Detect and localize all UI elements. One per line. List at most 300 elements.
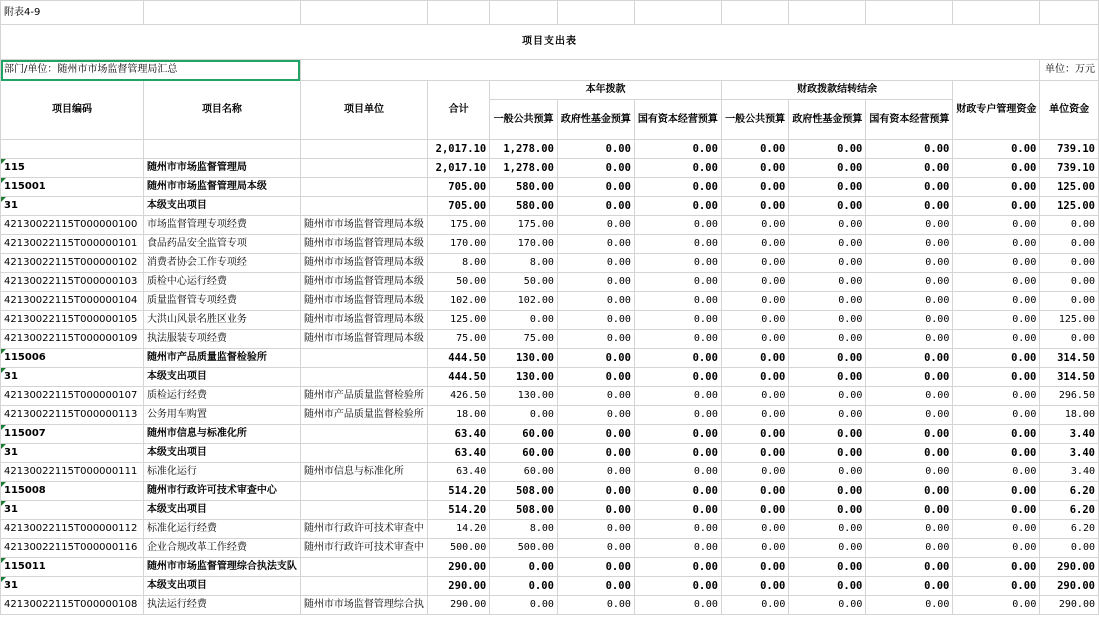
cell-value[interactable]: 0.00	[789, 482, 866, 501]
cell-value[interactable]: 0.00	[634, 216, 721, 235]
cell-value[interactable]: 0.00	[789, 140, 866, 159]
cell-value[interactable]: 0.00	[557, 159, 634, 178]
cell-value[interactable]: 0.00	[866, 425, 953, 444]
header-gov-fund[interactable]: 政府性基金预算	[557, 100, 634, 140]
cell-value[interactable]: 580.00	[490, 178, 558, 197]
cell-value[interactable]: 0.00	[866, 254, 953, 273]
cell-value[interactable]: 0.00	[634, 311, 721, 330]
cell-value[interactable]: 0.00	[866, 406, 953, 425]
cell-value[interactable]: 0.00	[557, 273, 634, 292]
cell-value[interactable]: 290.00	[428, 558, 490, 577]
cell-value[interactable]: 3.40	[1040, 444, 1099, 463]
cell-value[interactable]: 0.00	[866, 311, 953, 330]
cell-value[interactable]: 0.00	[721, 159, 788, 178]
cell-value[interactable]: 0.00	[721, 292, 788, 311]
cell-unit[interactable]: 随州市信息与标准化所	[300, 463, 427, 482]
cell-code[interactable]: 42130022115T000000102	[1, 254, 144, 273]
cell-value[interactable]: 0.00	[634, 235, 721, 254]
cell-value[interactable]: 500.00	[490, 539, 558, 558]
cell-value[interactable]: 0.00	[866, 520, 953, 539]
cell-name[interactable]: 执法运行经费	[143, 596, 300, 615]
cell-value[interactable]: 0.00	[866, 159, 953, 178]
cell-value[interactable]: 0.00	[866, 501, 953, 520]
cell-value[interactable]: 0.00	[557, 520, 634, 539]
cell-unit[interactable]: 随州市产品质量监督检验所	[300, 406, 427, 425]
cell-value[interactable]: 580.00	[490, 197, 558, 216]
cell-value[interactable]: 0.00	[634, 330, 721, 349]
cell-code[interactable]: 115008	[1, 482, 144, 501]
cell-value[interactable]: 0.00	[789, 197, 866, 216]
cell-value[interactable]: 0.00	[866, 178, 953, 197]
cell-value[interactable]: 0.00	[953, 254, 1040, 273]
cell-value[interactable]: 60.00	[490, 444, 558, 463]
cell-value[interactable]: 0.00	[557, 178, 634, 197]
cell-value[interactable]: 0.00	[721, 425, 788, 444]
header-state-capital[interactable]: 国有资本经营预算	[634, 100, 721, 140]
cell-value[interactable]: 0.00	[634, 273, 721, 292]
page-title[interactable]: 项目支出表	[1, 25, 1099, 60]
cell-value[interactable]: 0.00	[721, 558, 788, 577]
cell-unit[interactable]: 随州市市场监督管理局本级	[300, 235, 427, 254]
cell-value[interactable]: 0.00	[866, 349, 953, 368]
cell-code[interactable]: 42130022115T000000104	[1, 292, 144, 311]
cell-value[interactable]: 0.00	[953, 159, 1040, 178]
cell-value[interactable]: 0.00	[721, 235, 788, 254]
cell-value[interactable]: 0.00	[721, 387, 788, 406]
cell-value[interactable]: 0.00	[1040, 216, 1099, 235]
cell-value[interactable]: 18.00	[1040, 406, 1099, 425]
cell-value[interactable]: 125.00	[1040, 178, 1099, 197]
cell-value[interactable]: 426.50	[428, 387, 490, 406]
cell-value[interactable]: 0.00	[866, 482, 953, 501]
cell-value[interactable]: 0.00	[866, 596, 953, 615]
cell-name[interactable]: 本级支出项目	[143, 197, 300, 216]
cell-code[interactable]: 31	[1, 577, 144, 596]
cell-value[interactable]: 0.00	[634, 539, 721, 558]
cell-value[interactable]: 0.00	[634, 387, 721, 406]
cell-unit[interactable]	[300, 140, 427, 159]
cell-value[interactable]: 0.00	[557, 482, 634, 501]
cell-value[interactable]: 0.00	[557, 501, 634, 520]
cell-value[interactable]: 0.00	[634, 558, 721, 577]
cell-value[interactable]: 0.00	[953, 178, 1040, 197]
cell-code[interactable]: 42130022115T000000107	[1, 387, 144, 406]
cell-name[interactable]: 本级支出项目	[143, 501, 300, 520]
cell-value[interactable]: 0.00	[634, 254, 721, 273]
cell-unit[interactable]	[300, 425, 427, 444]
cell-value[interactable]: 0.00	[866, 387, 953, 406]
cell-value[interactable]: 63.40	[428, 425, 490, 444]
cell-value[interactable]: 0.00	[721, 482, 788, 501]
cell-value[interactable]: 0.00	[557, 596, 634, 615]
cell-name[interactable]: 本级支出项目	[143, 444, 300, 463]
cell-value[interactable]: 0.00	[789, 501, 866, 520]
cell-value[interactable]: 0.00	[557, 140, 634, 159]
cell-value[interactable]: 0.00	[721, 577, 788, 596]
cell-value[interactable]: 0.00	[866, 558, 953, 577]
cell-unit[interactable]	[300, 368, 427, 387]
cell-name[interactable]: 执法服装专项经费	[143, 330, 300, 349]
cell-name[interactable]: 企业合规改革工作经费	[143, 539, 300, 558]
header-carry-general-public[interactable]: 一般公共预算	[721, 100, 788, 140]
cell-value[interactable]: 0.00	[490, 311, 558, 330]
cell-name[interactable]	[143, 140, 300, 159]
cell-code[interactable]: 42130022115T000000111	[1, 463, 144, 482]
cell-value[interactable]: 0.00	[789, 577, 866, 596]
cell-value[interactable]: 0.00	[721, 216, 788, 235]
cell-value[interactable]: 0.00	[557, 425, 634, 444]
cell-value[interactable]: 514.20	[428, 501, 490, 520]
cell-value[interactable]: 0.00	[953, 520, 1040, 539]
cell-value[interactable]: 125.00	[1040, 197, 1099, 216]
cell-value[interactable]: 0.00	[866, 330, 953, 349]
cell-value[interactable]: 0.00	[721, 178, 788, 197]
cell-value[interactable]: 1,278.00	[490, 140, 558, 159]
cell-value[interactable]: 0.00	[634, 197, 721, 216]
cell-value[interactable]: 1,278.00	[490, 159, 558, 178]
cell-value[interactable]: 75.00	[490, 330, 558, 349]
cell-value[interactable]: 0.00	[721, 140, 788, 159]
cell-value[interactable]: 0.00	[789, 292, 866, 311]
cell-unit[interactable]	[300, 349, 427, 368]
appendix-label[interactable]: 附表4-9	[1, 1, 144, 25]
cell-value[interactable]: 0.00	[953, 387, 1040, 406]
cell-value[interactable]: 0.00	[953, 368, 1040, 387]
cell-value[interactable]: 170.00	[428, 235, 490, 254]
cell-value[interactable]: 0.00	[557, 539, 634, 558]
cell-value[interactable]: 705.00	[428, 178, 490, 197]
cell-value[interactable]: 0.00	[866, 197, 953, 216]
cell-value[interactable]: 0.00	[953, 197, 1040, 216]
cell-value[interactable]: 508.00	[490, 482, 558, 501]
cell-code[interactable]: 31	[1, 501, 144, 520]
cell-unit[interactable]: 随州市市场监督管理综合执	[300, 596, 427, 615]
cell-name[interactable]: 质检中心运行经费	[143, 273, 300, 292]
cell-value[interactable]: 170.00	[490, 235, 558, 254]
cell-code[interactable]: 115001	[1, 178, 144, 197]
unit-label[interactable]: 单位：万元	[1040, 60, 1099, 81]
cell-name[interactable]: 本级支出项目	[143, 577, 300, 596]
cell-unit[interactable]	[300, 197, 427, 216]
cell-value[interactable]: 290.00	[1040, 596, 1099, 615]
cell-value[interactable]: 8.00	[428, 254, 490, 273]
cell-unit[interactable]: 随州市行政许可技术审查中	[300, 539, 427, 558]
cell-value[interactable]: 0.00	[634, 520, 721, 539]
cell-value[interactable]: 0.00	[721, 254, 788, 273]
cell-value[interactable]: 0.00	[789, 425, 866, 444]
cell-value[interactable]: 0.00	[953, 273, 1040, 292]
cell-value[interactable]: 0.00	[866, 368, 953, 387]
cell-value[interactable]: 0.00	[634, 482, 721, 501]
cell-unit[interactable]	[300, 444, 427, 463]
cell-value[interactable]: 130.00	[490, 349, 558, 368]
cell-value[interactable]: 0.00	[634, 596, 721, 615]
cell-value[interactable]: 739.10	[1040, 140, 1099, 159]
cell-value[interactable]: 0.00	[721, 444, 788, 463]
cell-value[interactable]: 0.00	[953, 216, 1040, 235]
cell-value[interactable]: 175.00	[490, 216, 558, 235]
cell-value[interactable]: 0.00	[789, 539, 866, 558]
cell-value[interactable]: 102.00	[428, 292, 490, 311]
cell-value[interactable]: 2,017.10	[428, 140, 490, 159]
cell-value[interactable]: 0.00	[789, 368, 866, 387]
cell-value[interactable]: 0.00	[866, 140, 953, 159]
cell-value[interactable]: 0.00	[789, 558, 866, 577]
cell-value[interactable]: 0.00	[557, 444, 634, 463]
cell-value[interactable]: 739.10	[1040, 159, 1099, 178]
cell-value[interactable]: 2,017.10	[428, 159, 490, 178]
cell-value[interactable]: 0.00	[866, 577, 953, 596]
cell-value[interactable]: 0.00	[721, 311, 788, 330]
cell-value[interactable]: 125.00	[1040, 311, 1099, 330]
cell-value[interactable]: 444.50	[428, 368, 490, 387]
cell-unit[interactable]	[300, 482, 427, 501]
cell-value[interactable]: 0.00	[634, 425, 721, 444]
cell-code[interactable]: 115	[1, 159, 144, 178]
cell-unit[interactable]	[300, 501, 427, 520]
cell-unit[interactable]	[300, 178, 427, 197]
cell-value[interactable]: 0.00	[557, 387, 634, 406]
cell-name[interactable]: 随州市产品质量监督检验所	[143, 349, 300, 368]
header-carry-gov-fund[interactable]: 政府性基金预算	[789, 100, 866, 140]
cell-value[interactable]: 6.20	[1040, 501, 1099, 520]
cell-unit[interactable]: 随州市市场监督管理局本级	[300, 311, 427, 330]
cell-value[interactable]: 314.50	[1040, 349, 1099, 368]
cell-value[interactable]: 0.00	[634, 406, 721, 425]
cell-value[interactable]: 0.00	[721, 539, 788, 558]
cell-name[interactable]: 食品药品安全监管专项	[143, 235, 300, 254]
cell-unit[interactable]: 随州市市场监督管理局本级	[300, 330, 427, 349]
cell-value[interactable]: 0.00	[789, 311, 866, 330]
cell-value[interactable]: 0.00	[953, 501, 1040, 520]
cell-unit[interactable]: 随州市产品质量监督检验所	[300, 387, 427, 406]
cell-name[interactable]: 随州市市场监督管理局本级	[143, 178, 300, 197]
cell-value[interactable]: 0.00	[557, 406, 634, 425]
cell-value[interactable]: 0.00	[1040, 539, 1099, 558]
header-general-public[interactable]: 一般公共预算	[490, 100, 558, 140]
cell-value[interactable]: 290.00	[1040, 558, 1099, 577]
cell-value[interactable]: 0.00	[634, 140, 721, 159]
header-carryover[interactable]: 财政拨款结转结余	[721, 81, 952, 100]
cell-value[interactable]: 0.00	[789, 349, 866, 368]
cell-value[interactable]: 0.00	[789, 235, 866, 254]
cell-value[interactable]: 50.00	[490, 273, 558, 292]
cell-value[interactable]: 290.00	[1040, 577, 1099, 596]
header-name[interactable]: 项目名称	[143, 81, 300, 140]
cell-code[interactable]: 115006	[1, 349, 144, 368]
cell-value[interactable]: 0.00	[721, 463, 788, 482]
cell-code[interactable]: 31	[1, 368, 144, 387]
cell-value[interactable]: 0.00	[557, 349, 634, 368]
cell-value[interactable]: 0.00	[789, 273, 866, 292]
cell-value[interactable]: 60.00	[490, 425, 558, 444]
cell-code[interactable]: 42130022115T000000116	[1, 539, 144, 558]
header-carry-state-capital[interactable]: 国有资本经营预算	[866, 100, 953, 140]
cell-value[interactable]: 0.00	[789, 444, 866, 463]
cell-value[interactable]: 75.00	[428, 330, 490, 349]
cell-code[interactable]: 42130022115T000000105	[1, 311, 144, 330]
cell-code[interactable]: 42130022115T000000113	[1, 406, 144, 425]
cell-value[interactable]: 0.00	[721, 368, 788, 387]
cell-value[interactable]: 0.00	[721, 330, 788, 349]
cell-value[interactable]: 6.20	[1040, 520, 1099, 539]
cell-code[interactable]	[1, 140, 144, 159]
cell-value[interactable]: 0.00	[634, 463, 721, 482]
cell-value[interactable]: 0.00	[1040, 235, 1099, 254]
cell-value[interactable]: 3.40	[1040, 463, 1099, 482]
cell-value[interactable]: 0.00	[557, 558, 634, 577]
cell-value[interactable]: 0.00	[789, 406, 866, 425]
cell-value[interactable]: 0.00	[789, 330, 866, 349]
cell-code[interactable]: 42130022115T000000112	[1, 520, 144, 539]
cell-code[interactable]: 42130022115T000000109	[1, 330, 144, 349]
cell-value[interactable]: 6.20	[1040, 482, 1099, 501]
cell-value[interactable]: 0.00	[634, 349, 721, 368]
cell-value[interactable]: 0.00	[789, 463, 866, 482]
cell-value[interactable]: 0.00	[557, 197, 634, 216]
cell-code[interactable]: 115011	[1, 558, 144, 577]
cell-value[interactable]: 290.00	[428, 596, 490, 615]
cell-name[interactable]: 随州市市场监督管理综合执法支队	[143, 558, 300, 577]
cell-value[interactable]: 0.00	[721, 349, 788, 368]
cell-value[interactable]: 0.00	[634, 501, 721, 520]
cell-value[interactable]: 0.00	[789, 596, 866, 615]
cell-value[interactable]: 296.50	[1040, 387, 1099, 406]
cell-name[interactable]: 公务用车购置	[143, 406, 300, 425]
cell-value[interactable]: 0.00	[634, 368, 721, 387]
cell-value[interactable]: 8.00	[490, 254, 558, 273]
cell-name[interactable]: 市场监督管理专项经费	[143, 216, 300, 235]
cell-value[interactable]: 175.00	[428, 216, 490, 235]
cell-value[interactable]: 0.00	[866, 216, 953, 235]
cell-value[interactable]: 0.00	[953, 596, 1040, 615]
cell-value[interactable]: 0.00	[490, 406, 558, 425]
cell-value[interactable]: 290.00	[428, 577, 490, 596]
cell-value[interactable]: 0.00	[557, 311, 634, 330]
cell-unit[interactable]	[300, 577, 427, 596]
header-current-year[interactable]: 本年拨款	[490, 81, 722, 100]
cell-name[interactable]: 标准化运行经费	[143, 520, 300, 539]
cell-value[interactable]: 0.00	[953, 463, 1040, 482]
cell-value[interactable]: 0.00	[1040, 292, 1099, 311]
cell-value[interactable]: 0.00	[866, 444, 953, 463]
cell-value[interactable]: 102.00	[490, 292, 558, 311]
cell-value[interactable]: 0.00	[557, 577, 634, 596]
cell-name[interactable]: 标准化运行	[143, 463, 300, 482]
header-total[interactable]: 合计	[428, 81, 490, 140]
cell-value[interactable]: 0.00	[953, 558, 1040, 577]
cell-value[interactable]: 0.00	[721, 406, 788, 425]
dept-label-cell[interactable]: 部门/单位：随州市市场监督管理局汇总	[1, 60, 301, 81]
cell-code[interactable]: 42130022115T000000108	[1, 596, 144, 615]
cell-value[interactable]: 0.00	[953, 577, 1040, 596]
cell-value[interactable]: 314.50	[1040, 368, 1099, 387]
cell-value[interactable]: 0.00	[557, 292, 634, 311]
cell-value[interactable]: 0.00	[789, 178, 866, 197]
cell-value[interactable]: 0.00	[866, 273, 953, 292]
cell-value[interactable]: 0.00	[953, 349, 1040, 368]
cell-value[interactable]: 0.00	[1040, 330, 1099, 349]
cell-value[interactable]: 0.00	[953, 539, 1040, 558]
cell-value[interactable]: 18.00	[428, 406, 490, 425]
cell-value[interactable]: 0.00	[866, 463, 953, 482]
cell-name[interactable]: 质检运行经费	[143, 387, 300, 406]
cell-value[interactable]: 0.00	[1040, 254, 1099, 273]
cell-unit[interactable]: 随州市行政许可技术审查中	[300, 520, 427, 539]
cell-name[interactable]: 随州市市场监督管理局	[143, 159, 300, 178]
cell-value[interactable]: 508.00	[490, 501, 558, 520]
cell-code[interactable]: 31	[1, 444, 144, 463]
cell-value[interactable]: 0.00	[1040, 273, 1099, 292]
cell-value[interactable]: 0.00	[789, 387, 866, 406]
cell-value[interactable]: 0.00	[789, 254, 866, 273]
cell-value[interactable]: 444.50	[428, 349, 490, 368]
cell-code[interactable]: 42130022115T000000103	[1, 273, 144, 292]
cell-value[interactable]: 0.00	[789, 159, 866, 178]
cell-name[interactable]: 消费者协会工作专项经	[143, 254, 300, 273]
cell-value[interactable]: 500.00	[428, 539, 490, 558]
cell-name[interactable]: 大洪山风景名胜区业务	[143, 311, 300, 330]
cell-value[interactable]: 0.00	[953, 406, 1040, 425]
cell-value[interactable]: 0.00	[721, 501, 788, 520]
cell-name[interactable]: 随州市信息与标准化所	[143, 425, 300, 444]
header-unit[interactable]: 项目单位	[300, 81, 427, 140]
cell-value[interactable]: 0.00	[953, 482, 1040, 501]
cell-value[interactable]: 0.00	[634, 178, 721, 197]
cell-value[interactable]: 0.00	[721, 197, 788, 216]
cell-value[interactable]: 0.00	[557, 254, 634, 273]
cell-value[interactable]: 0.00	[557, 463, 634, 482]
header-special-account[interactable]: 财政专户管理资金	[953, 81, 1040, 140]
cell-name[interactable]: 本级支出项目	[143, 368, 300, 387]
cell-unit[interactable]	[300, 558, 427, 577]
cell-value[interactable]: 0.00	[557, 368, 634, 387]
cell-value[interactable]: 0.00	[634, 292, 721, 311]
cell-value[interactable]: 0.00	[866, 292, 953, 311]
cell-value[interactable]: 0.00	[557, 235, 634, 254]
cell-value[interactable]: 50.00	[428, 273, 490, 292]
cell-value[interactable]: 0.00	[953, 425, 1040, 444]
cell-value[interactable]: 0.00	[490, 577, 558, 596]
cell-unit[interactable]: 随州市市场监督管理局本级	[300, 292, 427, 311]
cell-value[interactable]: 0.00	[866, 235, 953, 254]
cell-code[interactable]: 42130022115T000000100	[1, 216, 144, 235]
cell-value[interactable]: 0.00	[789, 520, 866, 539]
cell-value[interactable]: 0.00	[953, 140, 1040, 159]
cell-value[interactable]: 0.00	[634, 577, 721, 596]
header-unit-funds[interactable]: 单位资金	[1040, 81, 1099, 140]
cell-value[interactable]: 0.00	[634, 159, 721, 178]
cell-name[interactable]: 随州市行政许可技术审查中心	[143, 482, 300, 501]
cell-value[interactable]: 0.00	[789, 216, 866, 235]
cell-value[interactable]: 0.00	[634, 444, 721, 463]
cell-value[interactable]: 60.00	[490, 463, 558, 482]
cell-code[interactable]: 31	[1, 197, 144, 216]
cell-value[interactable]: 0.00	[953, 235, 1040, 254]
cell-value[interactable]: 0.00	[557, 216, 634, 235]
cell-value[interactable]: 0.00	[953, 292, 1040, 311]
cell-value[interactable]: 0.00	[721, 596, 788, 615]
cell-value[interactable]: 0.00	[721, 520, 788, 539]
cell-value[interactable]: 0.00	[866, 539, 953, 558]
cell-unit[interactable]: 随州市市场监督管理局本级	[300, 216, 427, 235]
header-code[interactable]: 项目编码	[1, 81, 144, 140]
cell-code[interactable]: 115007	[1, 425, 144, 444]
cell-unit[interactable]	[300, 159, 427, 178]
cell-value[interactable]: 0.00	[721, 273, 788, 292]
cell-code[interactable]: 42130022115T000000101	[1, 235, 144, 254]
cell-value[interactable]: 0.00	[557, 330, 634, 349]
